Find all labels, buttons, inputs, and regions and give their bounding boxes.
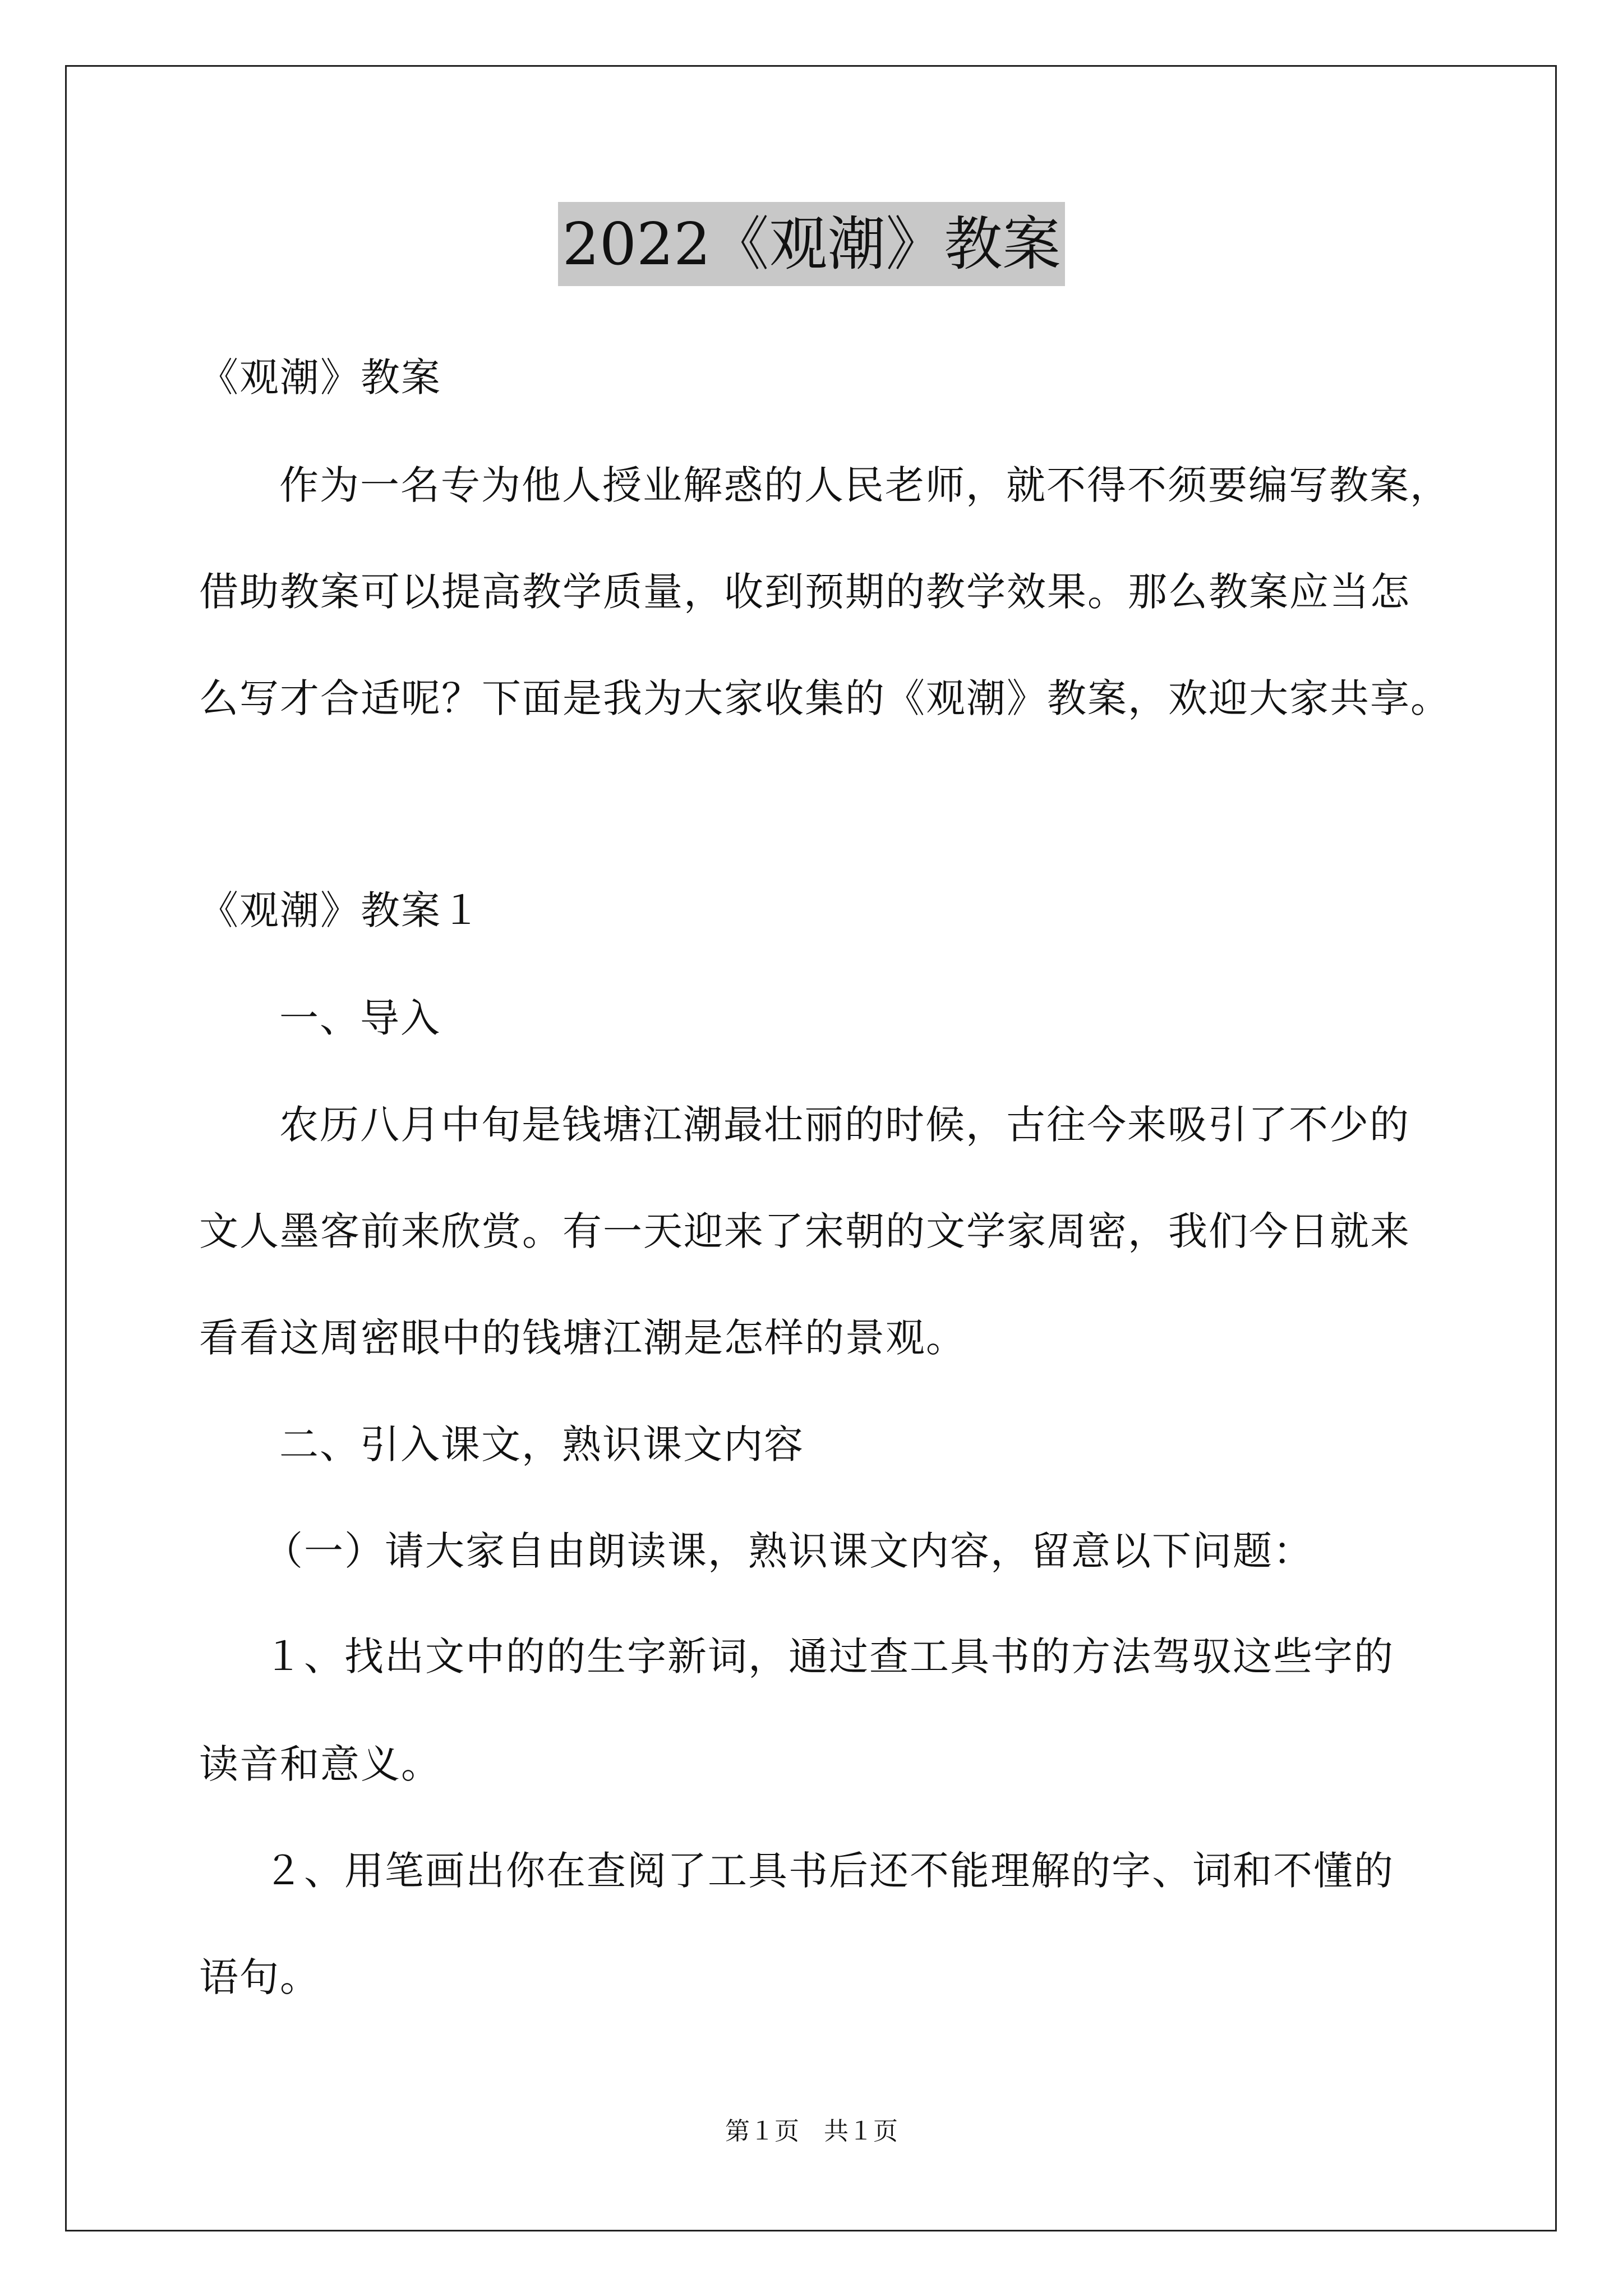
intro-line-2: 借助教案可以提高教学质量，收到预期的教学效果。那么教案应当怎 <box>199 569 1410 615</box>
part1-line-2: 文人墨客前来欣赏。有一天迎来了宋朝的文学家周密，我们今日就来 <box>199 1208 1410 1254</box>
part1-line-3: 看看这周密眼中的钱塘江潮是怎样的景观。 <box>199 1315 966 1361</box>
part1-heading: 一、导入 <box>279 995 441 1041</box>
part2-heading: 二、引入课文，熟识课文内容 <box>279 1421 804 1467</box>
item2-line-1: ２、用笔画出你在查阅了工具书后还不能理解的字、词和不懂的 <box>264 1848 1394 1894</box>
sub1-heading: （一）请大家自由朗读课，熟识课文内容，留意以下问题： <box>264 1528 1313 1574</box>
item2-line-2: 语句。 <box>199 1954 320 2000</box>
intro-line-3: 么写才合适呢？下面是我为大家收集的《观潮》教案，欢迎大家共享。 <box>199 675 1451 721</box>
item1-line-2: 读音和意义。 <box>199 1741 441 1787</box>
document-title: 2022《观潮》教案 <box>558 202 1066 286</box>
page-footer: 第１页 共１页 <box>725 2117 898 2146</box>
intro-line-1: 作为一名专为他人授业解惑的人民老师，就不得不须要编写教案， <box>279 462 1450 508</box>
item1-line-1: １、找出文中的的生字新词，通过查工具书的方法驾驭这些字的 <box>264 1634 1394 1680</box>
section-heading: 《观潮》教案１ <box>199 887 482 933</box>
title-container <box>0 202 1623 286</box>
document-subtitle: 《观潮》教案 <box>199 355 441 401</box>
part1-line-1: 农历八月中旬是钱塘江潮最壮丽的时候，古往今来吸引了不少的 <box>279 1102 1410 1148</box>
